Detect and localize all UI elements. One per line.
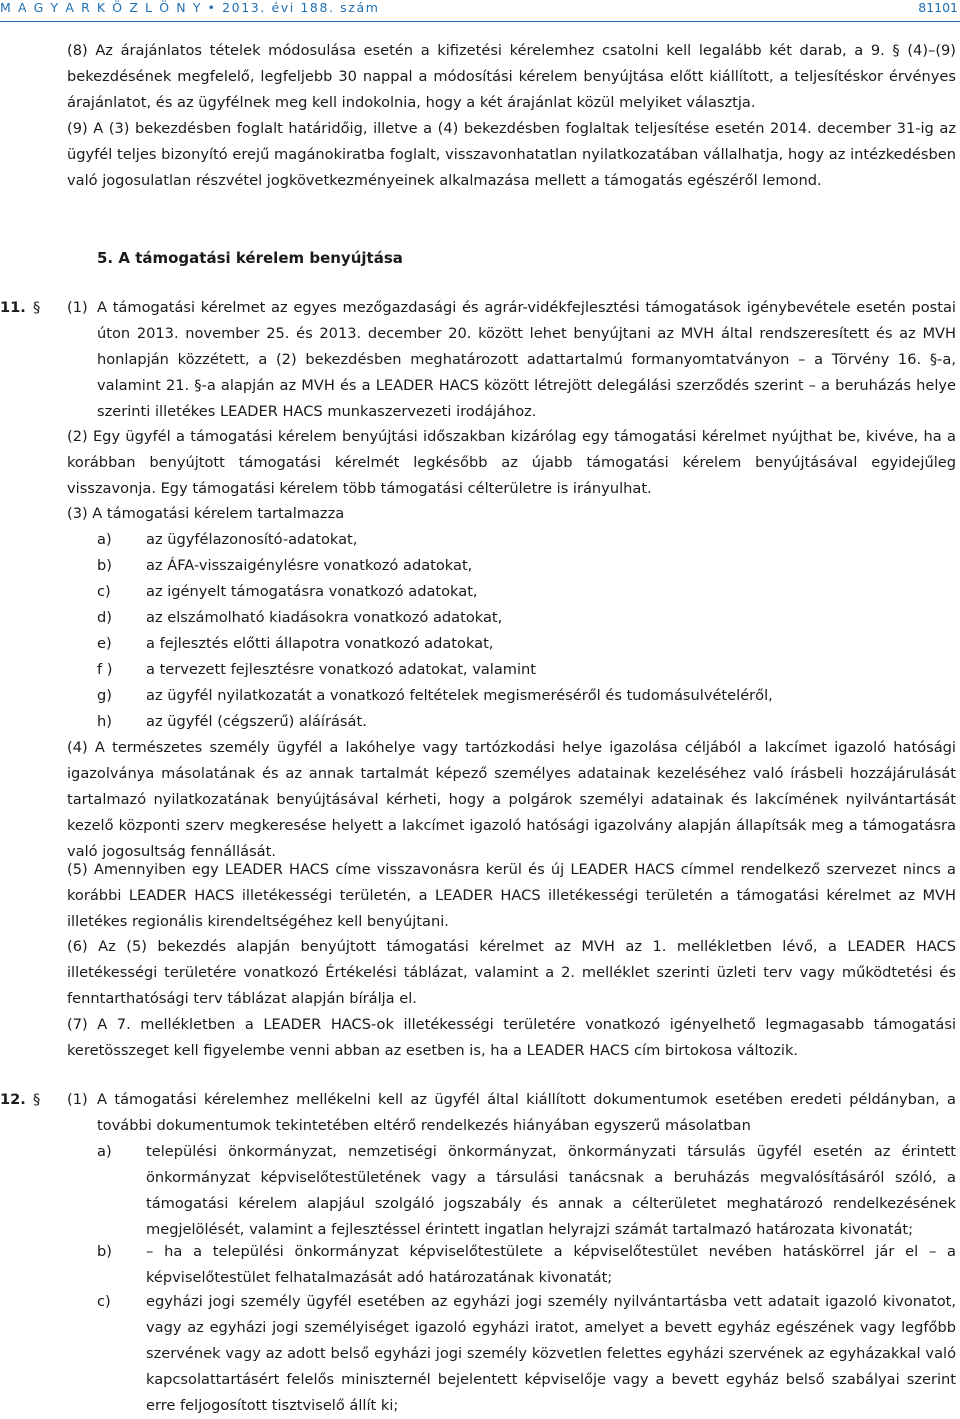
paragraph-9: (9) A (3) bekezdésben foglalt határidőig, illetve a (4) bekezdésben foglaltak teljesítése esetén 2014. december 31-ig az ügyfél teljes bizonyító erejű magánokiratba foglalt, visszavonhatatlan nyilatkozatában vállalhatja, hogy az intézkedésben való jogosulatlan részvétel jogkövetkezményeinek alkalmazása mellett a támogatás egészéről lemond. <box>67 120 956 189</box>
list-item: az ügyfél nyilatkozatát a vonatkozó feltételek megismeréséről és tudomásulvételéről, <box>146 687 773 704</box>
s11-paragraph-6: (6) Az (5) bekezdés alapján benyújtott támogatási kérelmet az MVH az 1. mellékletben lévő, a LEADER HACS illetékességi területére vonatkozó Értékelési táblázat, valamint a 2. melléklet szerinti üzleti terv vagy működtetési és fenntarthatósági terv táblázat alapján bírálja el. <box>67 938 956 1007</box>
list-item: – ha a települési önkormányzat képviselőtestülete a képviselőtestület nevében hatáskörrel jár el – a képviselőtestület felhatalmazását adó határozatának kivonatát; <box>146 1243 956 1286</box>
section-heading: 5. A támogatási kérelem benyújtása <box>97 249 403 267</box>
list-item: az elszámolható kiadásokra vonatkozó adatokat, <box>146 609 503 626</box>
list-item: egyházi jogi személy ügyfél esetében az egyházi jogi személy nyilvántartásba vett adatait igazoló kivonatot, vagy az egyházi jogi személyiséget igazoló egyházi iratot, amelyet a bevett egyház egészének vagy legfőbb szervének vagy az adott belső egyházi jogi személy közvetlen felettes egyházi szervének az egyházakkal való kapcsolattartásért felelős miniszternél bejelentett képviselője vagy a bevett egyház belső szabályai szerint erre feljogosított tisztviselő állít ki; <box>146 1293 956 1414</box>
page-number: 81101 <box>918 0 958 15</box>
s12-p1-text: A támogatási kérelemhez mellékelni kell az ügyfél által kiállított dokumentumok esetében eredeti példányban, a további dokumentumok tekintetében eltérő rendelkezés hiányában egyszerű másolatban <box>97 1091 956 1134</box>
section-number-12: 12. <box>0 1091 26 1108</box>
list-item: az ÁFA-visszaigénylésre vonatkozó adatokat, <box>146 557 473 574</box>
list-item: a tervezett fejlesztésre vonatkozó adatokat, valamint <box>146 661 537 678</box>
s11-paragraph-7: (7) A 7. mellékletben a LEADER HACS-ok illetékességi területére vonatkozó igényelhető legmagasabb támogatási keretösszeget kell figyelembe venni abban az esetben is, ha a LEADER HACS cím birtokosa változik. <box>67 1016 956 1059</box>
list-label: h) <box>97 713 112 730</box>
journal-title: M A G Y A R K Ö Z L Ö N Y • 2013. évi 188. szám <box>0 0 380 15</box>
list-label: g) <box>97 687 112 704</box>
page-header <box>0 0 960 20</box>
list-label: e) <box>97 635 112 652</box>
section-sign-12: § <box>33 1091 41 1108</box>
list-label: a) <box>97 531 112 548</box>
list-item: az ügyfél (cégszerű) aláírását. <box>146 713 367 730</box>
paragraph-8: (8) Az árajánlatos tételek módosulása esetén a kifizetési kérelemhez csatolni kell legalább két darab, a 9. § (4)–(9) bekezdésének megfelelő, legfeljebb 30 nappal a módosítási kérelem benyújtása előtt kiállított, a teljesítéskor érvényes árajánlatot, és az ügyfélnek meg kell indokolnia, hogy a két árajánlat közül melyiket választja. <box>67 42 956 111</box>
s11-paragraph-3-intro: (3) A támogatási kérelem tartalmazza <box>67 505 345 522</box>
s11-paragraph-5: (5) Amennyiben egy LEADER HACS címe visszavonásra kerül és új LEADER HACS címmel rendelkező szervezet nincs a korábbi LEADER HACS illetékességi területén, a LEADER HACS illetékességi területén a támogatási kérelmet az MVH illetékes regionális kirendeltségéhez kell benyújtani. <box>67 861 956 930</box>
list-label: a) <box>97 1143 112 1160</box>
list-label: b) <box>97 1243 112 1260</box>
s11-p1-text: A támogatási kérelmet az egyes mezőgazdasági és agrár-vidékfejlesztési támogatások igénybevétele esetén postai úton 2013. november 25. és 2013. december 20. között lehet benyújtani az MVH által rendszeresített és az MVH honlapján közzétett, a (2) bekezdésben meghatározott adattartalmú formanyomtatványon – a Törvény 16. §-a, valamint 21. §-a alapján az MVH és a LEADER HACS között létrejött delegálási szerződés szerint – a beruházás helye szerinti illetékes LEADER HACS munkaszervezeti irodájához. <box>97 299 956 420</box>
s11-paragraph-2: (2) Egy ügyfél a támogatási kérelem benyújtási időszakban kizárólag egy támogatási kérelmet nyújthat be, kivéve, ha a korábban benyújtott támogatási kérelmét legkésőbb az újabb támogatási kérelem benyújtásával egyidejűleg visszavonja. Egy támogatási kérelem több támogatási célterületre is irányulhat. <box>67 428 956 497</box>
list-label: b) <box>97 557 112 574</box>
section-number-11: 11. <box>0 299 26 316</box>
s11-p1-label: (1) <box>67 299 88 316</box>
list-label: f ) <box>97 661 113 678</box>
list-item: települési önkormányzat, nemzetiségi önkormányzat, önkormányzati társulás ügyfél esetén az érintett önkormányzat képviselőtestületének vagy a társulási tanácsnak a beruházás megvalósításáról szóló, a támogatási kérelem alapjául szolgáló jogszabály és annak a célterületet meghatározó rendelkezésének megjelölését, valamint a fejlesztéssel érintett ingatlan helyrajzi számát tartalmazó határozata kivonatát; <box>146 1143 956 1238</box>
header-rule <box>0 21 960 22</box>
list-label: d) <box>97 609 112 626</box>
s11-paragraph-4: (4) A természetes személy ügyfél a lakóhelye vagy tartózkodási helye igazolása céljából a lakcímet igazoló hatósági igazolványa másolatának és az annak tartalmát képező személyes adatainak kezeléséhez való írásbeli hozzájárulását tartalmazó nyilatkozatának benyújtásával kérheti, hogy a polgárok személyi adatainak és lakcímének nyilvántartását kezelő központi szerv megkeresése helyett a lakcímet igazoló hatósági igazolvány alapján állapítsák meg a támogatásra való jogosultság fennállását. <box>67 739 956 860</box>
list-item: az ügyfélazonosító-adatokat, <box>146 531 358 548</box>
section-sign-11: § <box>33 299 41 316</box>
list-label: c) <box>97 583 111 600</box>
s12-p1-label: (1) <box>67 1091 88 1108</box>
list-label: c) <box>97 1293 111 1310</box>
list-item: a fejlesztés előtti állapotra vonatkozó adatokat, <box>146 635 494 652</box>
list-item: az igényelt támogatásra vonatkozó adatokat, <box>146 583 478 600</box>
